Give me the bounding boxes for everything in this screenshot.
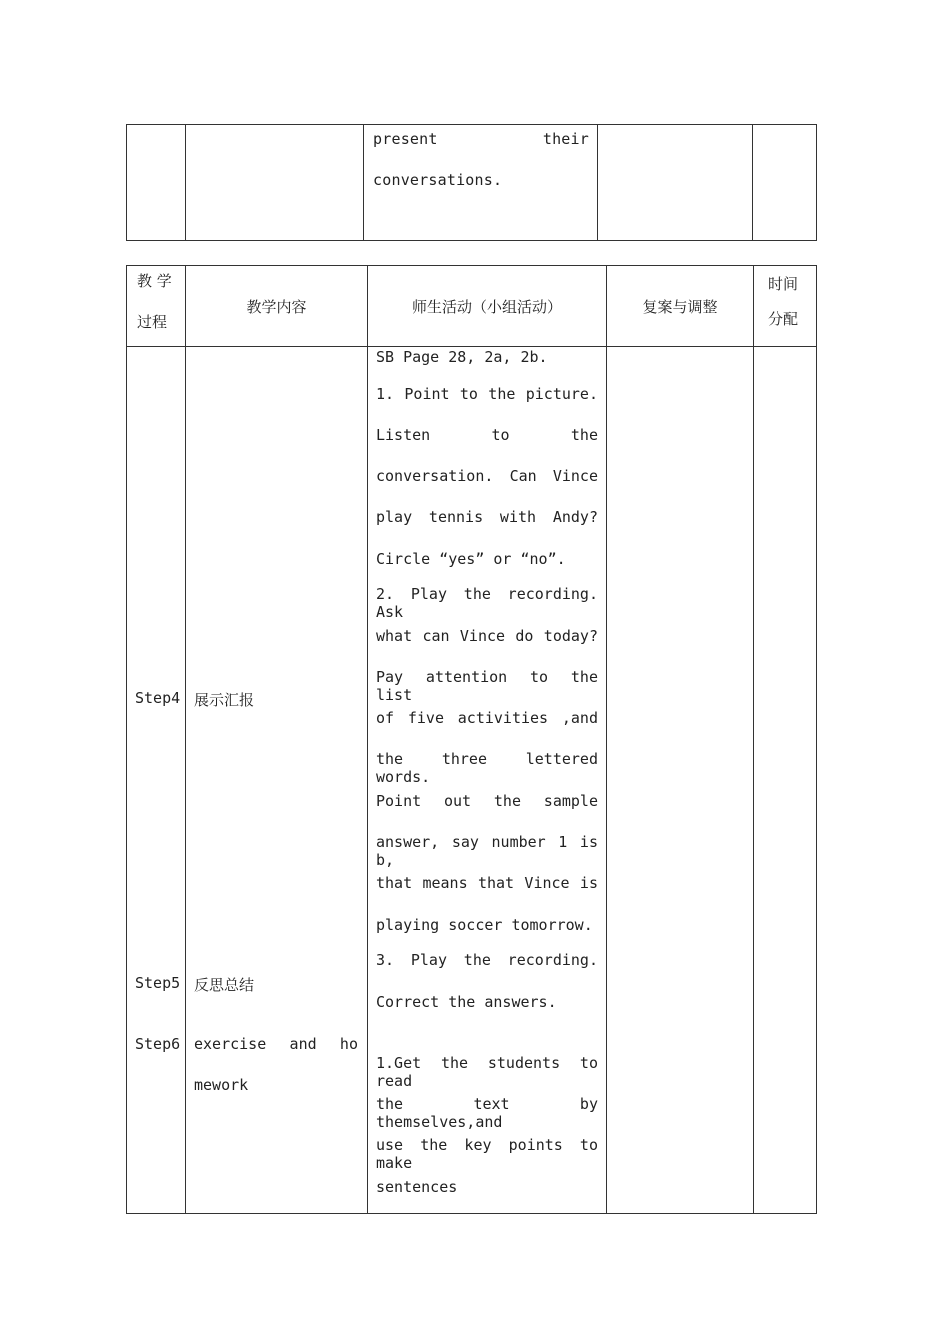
activity-line: the text by themselves,and [376, 1095, 598, 1131]
activity-line: 1.Get the students to read [376, 1054, 598, 1090]
activity-line: what can Vince do today? [376, 627, 598, 645]
activity-line: Pay attention to the list [376, 668, 598, 704]
activity-line: answer, say number 1 is b, [376, 833, 598, 869]
header-content: 教学内容 [186, 266, 368, 347]
activity-line: present their [373, 130, 589, 148]
activity-line: 1. Point to the picture. [376, 385, 598, 403]
header-process-line: 过程 [137, 313, 168, 331]
header-process [127, 266, 186, 347]
activity-line: sentences [376, 1178, 458, 1196]
step-label: Step5 [135, 974, 181, 992]
activity-line: conversations. [373, 171, 503, 189]
activity-line: that means that Vince is [376, 874, 598, 892]
activity-line: conversation. Can Vince [376, 467, 598, 485]
content-item: exercise and ho [194, 1035, 358, 1053]
header-time [754, 266, 817, 347]
activity-line: the three lettered words. [376, 750, 598, 786]
review-column [607, 347, 754, 1214]
content-cell-empty [186, 125, 364, 241]
time-cell-empty [753, 125, 817, 241]
step-label: Step4 [135, 689, 181, 707]
activity-line: use the key points to make [376, 1136, 598, 1172]
header-row [127, 266, 817, 347]
activity-line: Correct the answers. [376, 993, 557, 1011]
header-time-line: 分配 [768, 310, 799, 328]
activity-line: 2. Play the recording. Ask [376, 585, 598, 621]
header-process-line: 教 学 [137, 272, 172, 290]
process-cell-empty [127, 125, 186, 241]
activity-line: 3. Play the recording. [376, 951, 598, 969]
activity-line: Circle “yes” or “no”. [376, 550, 566, 568]
time-column [754, 347, 817, 1214]
activity-line: of five activities ,and [376, 709, 598, 727]
review-cell-empty [598, 125, 753, 241]
content-item: mework [194, 1076, 249, 1094]
header-time-line: 时间 [768, 275, 799, 293]
activity-line: playing soccer tomorrow. [376, 916, 593, 934]
header-activities: 师生活动（小组活动） [368, 266, 607, 347]
activity-line: Point out the sample [376, 792, 598, 810]
content-item: 展示汇报 [194, 691, 255, 709]
header-review: 复案与调整 [607, 266, 754, 347]
activity-line: play tennis with Andy? [376, 508, 598, 526]
step-label: Step6 [135, 1035, 181, 1053]
activity-line: SB Page 28, 2a, 2b. [376, 348, 548, 366]
process-column [127, 347, 186, 1214]
continuation-table [126, 124, 817, 241]
activity-cell [364, 125, 598, 241]
activity-line: Listen to the [376, 426, 598, 444]
content-item: 反思总结 [194, 976, 255, 994]
